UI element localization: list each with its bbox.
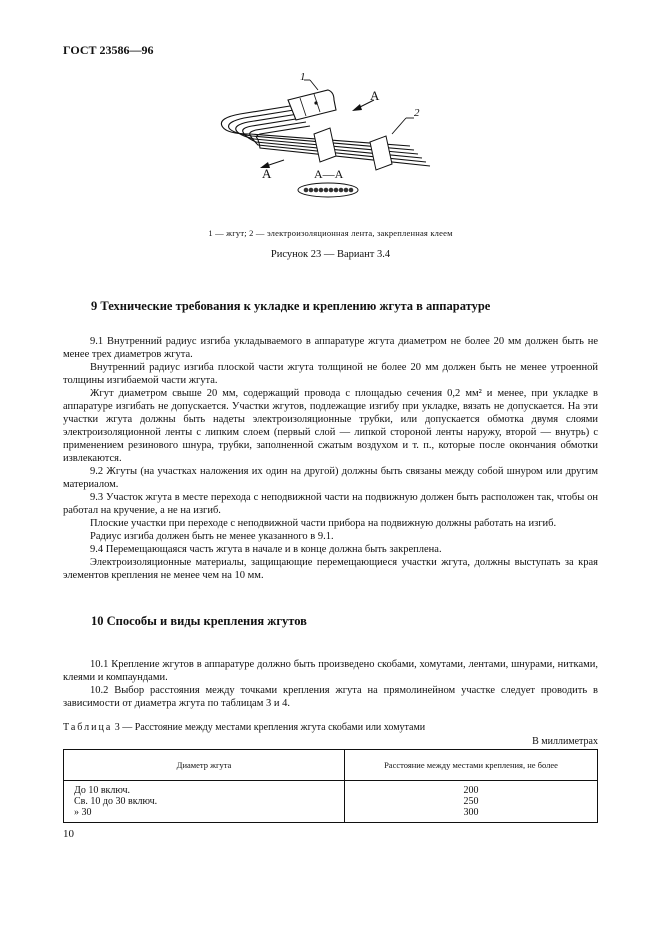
paragraph: 9.1 Внутренний радиус изгиба укладываемого в аппаратуре жгута диаметром не более 20 мм должен быть не менее трех диаметров жгута. (63, 336, 598, 360)
figure-legend: 1 — жгут; 2 — электроизоляционная лента, закрепленная клеем (208, 228, 453, 238)
section-9-body (63, 335, 598, 582)
figure-label-a-top: A (370, 88, 380, 103)
distance-cell (345, 781, 598, 823)
paragraph: 9.3 Участок жгута в месте перехода с неподвижной части на подвижную должен быть расположен так, чтобы он работал на кручение, а не на изгиб. (63, 492, 598, 516)
table-caption-word: Таблица (63, 722, 113, 733)
diameter-value: Св. 10 до 30 включ. (74, 796, 158, 807)
insulation-tape (314, 128, 392, 170)
standard-number: ГОСТ 23586—96 (63, 43, 154, 57)
figure-label-1: 1 (300, 71, 306, 83)
table-caption-text: 3 — Расстояние между местами крепления жгута скобами или хомутами (114, 722, 426, 733)
paragraph: Жгут диаметром свыше 20 мм, содержащий провода с площадью сечения 0,2 мм² и менее, при укладке в аппаратуре изгибать не допускается. Участки жгутов, подлежащие изгибу при укладке, вязать не допускается. На эти участки жгута должны быть надеты электроизоляционные трубки, или допускается обмотка двумя слоями электроизоляционной ленты с липким слоем (первый слой — липкой стороной ленты наружу, второй — внутрь) с применением резинового шнура, трубки, заполненной сжатым воздухом и т. п., которые после окончания обмотки извлекаются. (63, 388, 598, 464)
diameter-value: До 10 включ. (74, 785, 131, 796)
column-header-distance: Расстояние между местами крепления, не более (345, 750, 598, 781)
paragraph: Электроизоляционные материалы, защищающие перемещающиеся участки жгута, должны выступать за края элементов крепления не менее чем на 10 мм. (63, 557, 598, 581)
harness-figure (210, 70, 450, 220)
figure-caption: Рисунок 23 — Вариант 3.4 (270, 249, 391, 260)
harness-tube (288, 90, 336, 120)
paragraph: 9.4 Перемещающаяся часть жгута в начале и в конце должна быть закреплена. (90, 544, 442, 555)
column-header-diameter: Диаметр жгута (64, 750, 345, 781)
table-row (64, 781, 598, 823)
table-caption (63, 722, 425, 733)
figure-label-section: A—A (314, 167, 344, 181)
figure-label-2: 2 (414, 107, 420, 119)
paragraph: Внутренний радиус изгиба плоской части жгута толщиной не более 20 мм должен быть не менее утроенной толщины изгибаемой части жгута. (63, 362, 598, 386)
paragraph: Радиус изгиба должен быть не менее указанного в 9.1. (90, 531, 334, 542)
paragraph: Плоские участки при переходе с неподвижной части прибора на подвижную должны работать на изгиб. (90, 518, 557, 529)
paragraph: 10.2 Выбор расстояния между точками крепления жгута на прямолинейном участке следует проводить в зависимости от диаметра жгута по таблицам 3 и 4. (63, 685, 598, 709)
diameter-value: » 30 (74, 807, 92, 818)
section-view (298, 183, 358, 197)
distance-value: 250 (463, 796, 479, 807)
diameter-cell (64, 781, 345, 823)
distance-table (63, 749, 598, 823)
section-10-body (63, 658, 598, 710)
paragraph: 9.2 Жгуты (на участках наложения их один на другой) должны быть связаны между собой шнуром или другим материалом. (63, 466, 598, 490)
section-9-heading: 9 Технические требования к укладке и креплению жгута в аппаратуре (91, 299, 491, 313)
table-units: В миллиметрах (532, 736, 598, 747)
paragraph: 10.1 Крепление жгутов в аппаратуре должно быть произведено скобами, хомутами, лентами, шнурами, нитками, клеями и компаундами. (63, 659, 598, 683)
figure-label-a-bottom: A (262, 166, 272, 181)
distance-value: 200 (463, 785, 479, 796)
section-10-heading: 10 Способы и виды крепления жгутов (91, 614, 307, 628)
page-number: 10 (63, 828, 74, 840)
distance-value: 300 (463, 807, 479, 818)
